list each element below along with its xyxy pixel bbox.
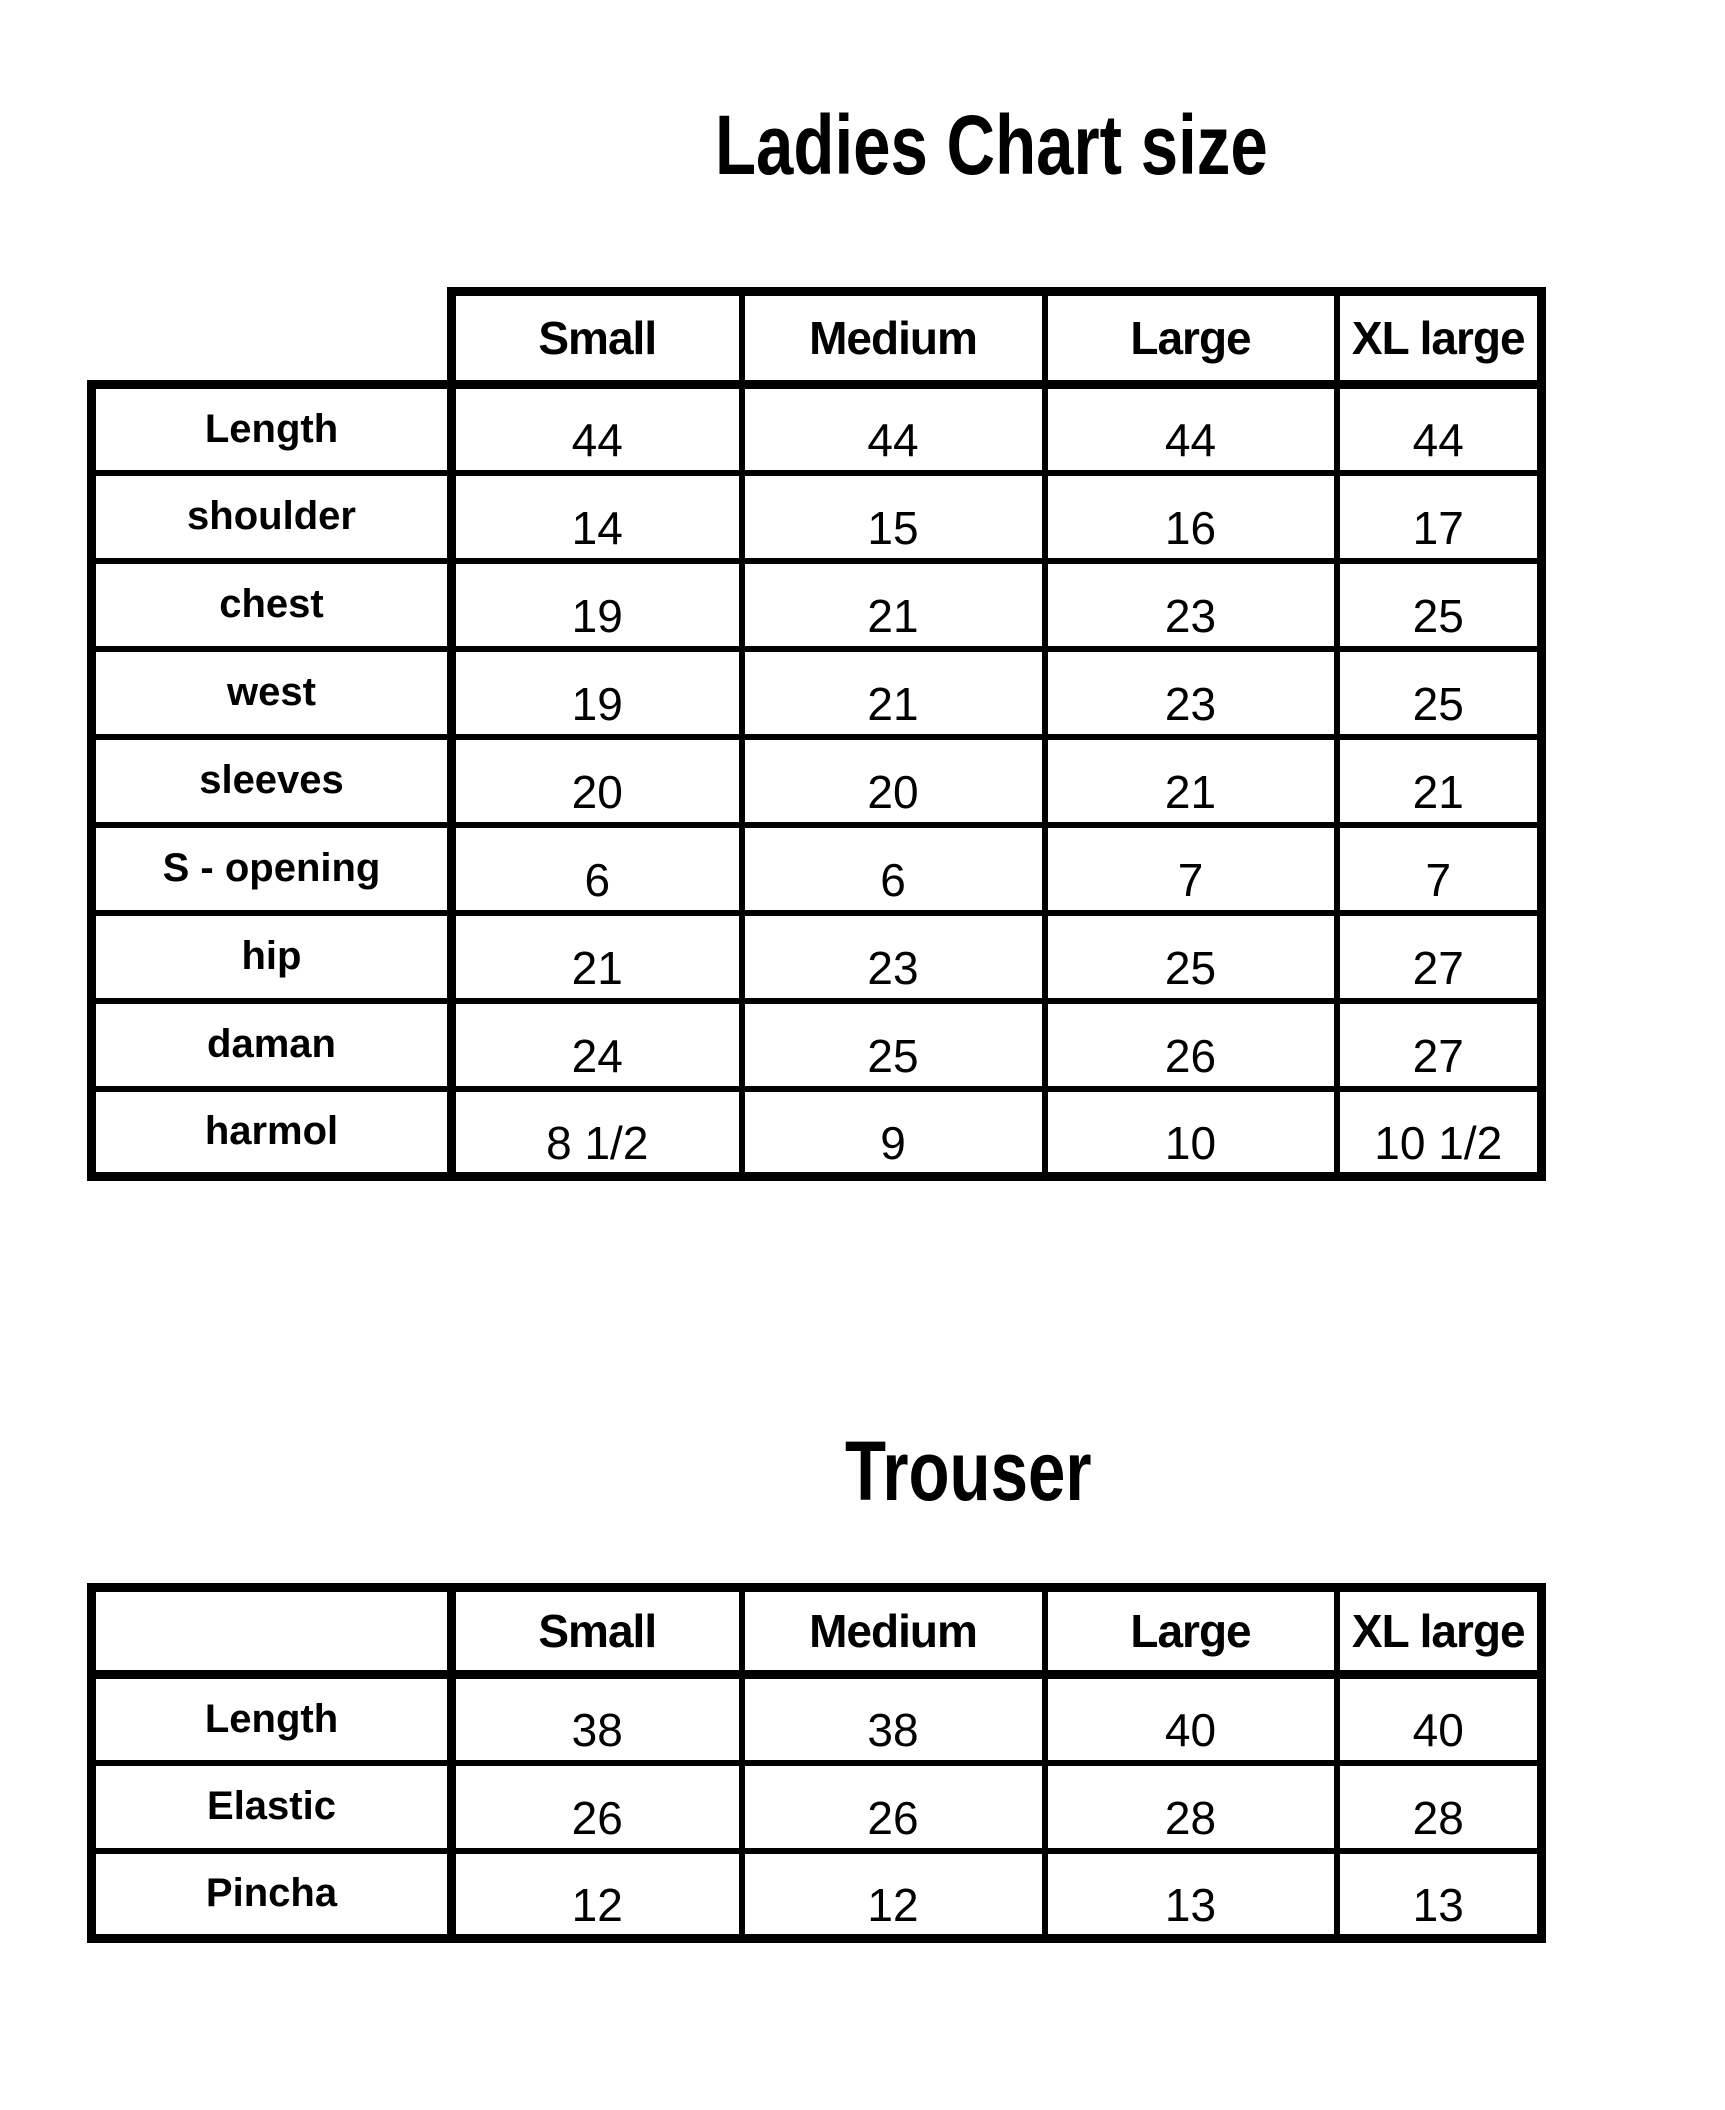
table-row-shoulder xyxy=(92,473,1542,561)
table-cell: 44 xyxy=(1337,385,1542,473)
table-cell: 25 xyxy=(1045,913,1337,1001)
table-row-chest xyxy=(92,561,1542,649)
table-cell: 12 xyxy=(742,1851,1045,1939)
table-cell: 23 xyxy=(1045,561,1337,649)
table-cell: 12 xyxy=(452,1851,742,1939)
table-cell: 24 xyxy=(452,1001,742,1089)
table-cell: 15 xyxy=(742,473,1045,561)
table-cell: 21 xyxy=(742,649,1045,737)
row-label: sleeves xyxy=(92,737,452,825)
table-cell: 25 xyxy=(1337,561,1542,649)
table-cell: 38 xyxy=(452,1675,742,1763)
column-header-medium: Medium xyxy=(742,1588,1045,1675)
table-cell: 6 xyxy=(742,825,1045,913)
table-cell: 28 xyxy=(1045,1763,1337,1851)
table-cell: 25 xyxy=(1337,649,1542,737)
table-cell: 19 xyxy=(452,649,742,737)
row-label: S - opening xyxy=(92,825,452,913)
table-cell: 8 1/2 xyxy=(452,1089,742,1177)
table-cell: 10 1/2 xyxy=(1337,1089,1542,1177)
row-label: harmol xyxy=(92,1089,452,1177)
row-label: Length xyxy=(92,1675,452,1763)
table-cell: 7 xyxy=(1045,825,1337,913)
table-cell: 23 xyxy=(1045,649,1337,737)
row-label: west xyxy=(92,649,452,737)
table-cell: 17 xyxy=(1337,473,1542,561)
trouser-header-row xyxy=(92,1588,1542,1675)
column-header-xl-large: XL large xyxy=(1337,1588,1542,1675)
column-header-small: Small xyxy=(452,1588,742,1675)
table-cell: 40 xyxy=(1045,1675,1337,1763)
column-header-small: Small xyxy=(452,292,742,385)
column-header-large: Large xyxy=(1045,292,1337,385)
table-cell: 44 xyxy=(742,385,1045,473)
table-row-west xyxy=(92,649,1542,737)
trouser-size-table xyxy=(87,1583,1546,1943)
table-cell: 20 xyxy=(452,737,742,825)
table-cell: 26 xyxy=(452,1763,742,1851)
table-row-length xyxy=(92,385,1542,473)
table-row-sleeves xyxy=(92,737,1542,825)
table-cell: 21 xyxy=(1045,737,1337,825)
table-cell: 16 xyxy=(1045,473,1337,561)
table-cell: 26 xyxy=(1045,1001,1337,1089)
row-label: chest xyxy=(92,561,452,649)
table-cell: 14 xyxy=(452,473,742,561)
row-label: Pincha xyxy=(92,1851,452,1939)
table-cell: 44 xyxy=(452,385,742,473)
table-cell: 21 xyxy=(1337,737,1542,825)
table-row-s-opening xyxy=(92,825,1542,913)
table-cell: 13 xyxy=(1337,1851,1542,1939)
table-cell: 19 xyxy=(452,561,742,649)
row-label: daman xyxy=(92,1001,452,1089)
table-row-daman xyxy=(92,1001,1542,1089)
ladies-chart-title: Ladies Chart size xyxy=(715,98,1268,192)
ladies-size-table xyxy=(87,287,1546,1181)
table-cell: 21 xyxy=(742,561,1045,649)
row-label: shoulder xyxy=(92,473,452,561)
table-cell: 13 xyxy=(1045,1851,1337,1939)
table-cell: 44 xyxy=(1045,385,1337,473)
table-cell: 27 xyxy=(1337,913,1542,1001)
table-cell: 40 xyxy=(1337,1675,1542,1763)
table-cell: 6 xyxy=(452,825,742,913)
table-cell: 38 xyxy=(742,1675,1045,1763)
table-cell: 25 xyxy=(742,1001,1045,1089)
table-cell: 26 xyxy=(742,1763,1045,1851)
table-cell: 7 xyxy=(1337,825,1542,913)
corner-blank-cell xyxy=(92,292,452,385)
table-row-elastic xyxy=(92,1763,1542,1851)
column-header-xl-large: XL large xyxy=(1337,292,1542,385)
ladies-header-row xyxy=(92,292,1542,385)
table-row-hip xyxy=(92,913,1542,1001)
row-label: Elastic xyxy=(92,1763,452,1851)
table-cell: 28 xyxy=(1337,1763,1542,1851)
column-header-medium: Medium xyxy=(742,292,1045,385)
row-label: Length xyxy=(92,385,452,473)
column-header-large: Large xyxy=(1045,1588,1337,1675)
table-cell: 21 xyxy=(452,913,742,1001)
table-cell: 9 xyxy=(742,1089,1045,1177)
table-cell: 23 xyxy=(742,913,1045,1001)
table-row-pincha xyxy=(92,1851,1542,1939)
table-row-harmol xyxy=(92,1089,1542,1177)
corner-empty-cell xyxy=(92,1588,452,1675)
table-cell: 10 xyxy=(1045,1089,1337,1177)
row-label: hip xyxy=(92,913,452,1001)
table-row-length xyxy=(92,1675,1542,1763)
table-cell: 27 xyxy=(1337,1001,1542,1089)
trouser-title: Trouser xyxy=(845,1424,1092,1518)
table-cell: 20 xyxy=(742,737,1045,825)
